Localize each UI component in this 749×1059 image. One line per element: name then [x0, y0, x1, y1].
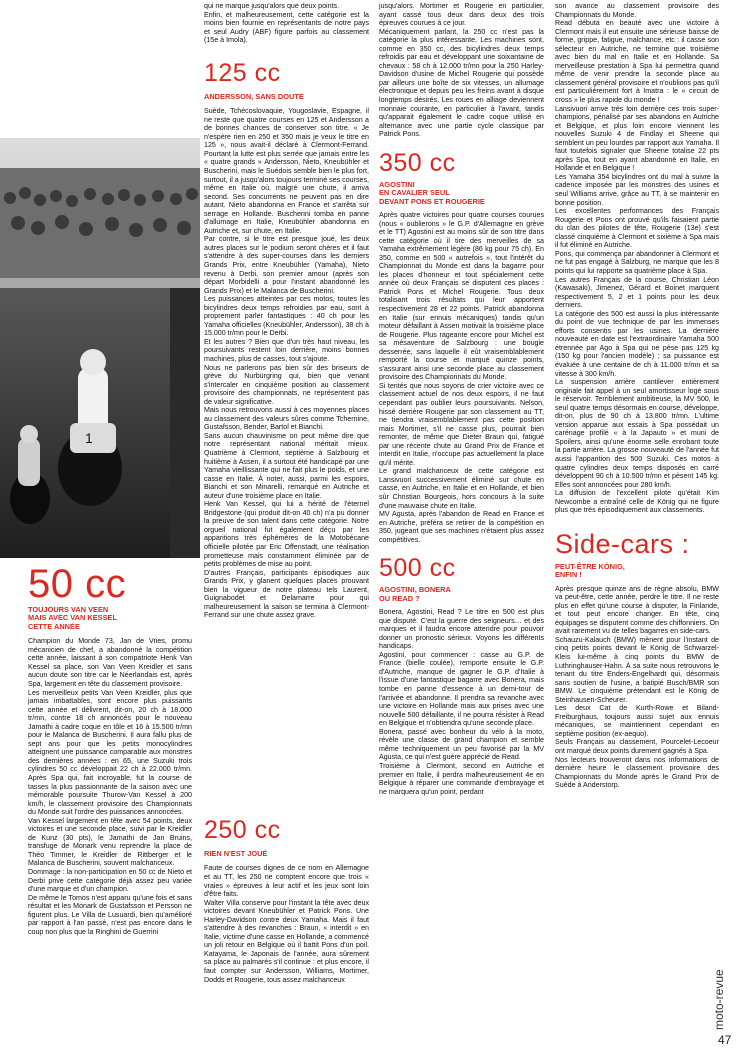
magazine-name: moto-revue — [712, 969, 726, 1030]
column-500cc-sidecars — [555, 2, 719, 1052]
section-subtitle-125cc: ANDERSSON, SANS DOUTE — [204, 91, 304, 101]
paragraph: Enfin, et malheureusement, cette catégorie est la moins bien fournie en représentants de notre pays et seul Audry (ABF) figure parfois au classement (15e à Imola). — [204, 10, 369, 45]
paragraph: Mécaniquement parlant, la 250 cc n'est pas la catégorie la plus intéressante. Les machines sont, comme en 350 cc, des bicylindres deux temps refroidis par eau et développant une soixantaine de chevaux : 58 ch à 12.000 tr/mn pour la 250 Harley-Davidson d'usine de Michel Rougerie qui possède par ailleurs une boîte de six vitesses, un allumage électronique et depuis peu les freins avant à disque longtemps désirés. Les roues en alliage deviennent monnaie courante, en particulier à l'avant, tandis qu'apparait également le cadre coque utilisé en alternance avec une partie cycle classique par Patrick Pons. — [379, 27, 544, 139]
paragraph: Champion du Monde 73, Jan de Vries, promu mécanicien de chef, a abandonné la compétition cette année, laissant à son compatriote Henk Van Kessel sa place, son Van Veen Kreidler et sans aucun doute son titre car le Néerlandais est, après Spa, largement en tête du classement provisoire. — [28, 637, 192, 688]
section-heading-500cc: 500 cc — [379, 554, 456, 583]
paragraph: Les excellentes performances des Français Rougerie et Pons ont prouvé qu'ils faisaient partie du clan des pilotes de tête, Rougerie (13e) s'est classé cinquième à Clermont et sixième à Spa mais il fut éliminé en Autriche. — [555, 207, 719, 250]
section-subtitle-500cc-line1: AGOSTINI, BONERA — [379, 585, 451, 595]
paragraph: Les autres Français de la course, Christian Léon (Kawasaki), Jimenez, Gérard et Boinet marquent respectivement 5, 2 et 1 points pour les deux derniers. — [555, 275, 719, 310]
section-subtitle-350cc-line2: EN CAVALIER SEUL — [379, 188, 450, 198]
column-350cc — [379, 2, 544, 1052]
paragraph: Mais nous retrouvons aussi à ces moyennes places au classement des valeurs sûres comme Tchernine, Gustafsson, Bender, Bartol et Bianchi. — [204, 406, 369, 432]
section-subtitle-50cc-line3: CETTE ANNÉE — [28, 621, 80, 631]
paragraph: Les Yamaha 354 bicylindres ont du mal à suivre la cadence imposée par les monstres des usines et seul Williams arrive, grâce au TT, à se maintenir en bonne position. — [555, 172, 719, 207]
paragraph: La catégorie des 500 est aussi la plus intéressante du point de vue technique de par les immenses efforts consentis par les usines. La dernière nouveauté en date est l'extraordinaire Yamaha 500 étrennée par Ago à Spa qui ne pèse pas 125 kg (150 kg pour l'ancien modèle) ; sa puissance est évaluée à une centaine de ch à 11.000 tr/mn et sa vitesse à 300 km/h. — [555, 309, 719, 378]
paragraph: Pons, qui commença par abandonner à Clermont et ne fut pas engagé à Salzburg, ne marque que les 8 points qui lui rapporte sa quatrième place à Spa. — [555, 249, 719, 275]
magazine-side-label — [712, 950, 740, 1030]
section-subtitle-350cc-line1: AGOSTINI — [379, 179, 415, 189]
page-number: 47 — [718, 1033, 732, 1047]
section-heading-250cc: 250 cc — [204, 816, 281, 844]
section-subtitle-500cc-line2: OU READ ? — [379, 593, 420, 603]
paragraph: Lansivuori arrive très loin derrière ces trois super-champions, pénalisé par ses abandons en Autriche et Belgique, et plus loin encore viennent les nouvelles Suzuki 4 de Findlay et Sheene qui semblent un peu lourdes par rapport aux Yamaha. Il faut toutefois signaler que Sheene totalise 22 pts après Spa, tout en ayant abandonné en Italie, en Hollande et en Belgique ! — [555, 104, 719, 173]
section-subtitle-350cc-line3: DEVANT PONS ET ROUGERIE — [379, 196, 485, 206]
paragraph: Nous ne parlerons pas bien sûr des briseurs de grève du Nurbürgring qui, bien que venant s'intercaler en cinquième position au classement provisoire des championnats, ne représentent pas de valeur significative. — [204, 363, 369, 406]
column-50cc — [28, 562, 192, 1052]
svg-text:1: 1 — [85, 430, 93, 446]
column-250cc — [204, 816, 369, 1054]
paragraph: Bonera, Agostini, Read ? Le titre en 500 est plus que disputé. C'est la guerre des seigneurs… et des marques et il faudra encore attendre pour pouvoir donner un pronostic sérieux. Voyons les différents handicaps. — [379, 608, 544, 651]
paragraph: Le grand malchanceux de cette catégorie est Lansivuori successivement éliminé sur chute en casse, en Autriche, en Italie et en Hollande, et bien sûr Christian Bourgeois, hors concours à la suite d'une mauvaise chute en Italie. — [379, 467, 544, 510]
section-subtitle-sidecars-line1: PEUT-ÊTRE KÖNIG, — [555, 561, 625, 571]
section-subtitle-50cc-line2: MAIS AVEC VAN KESSEL — [28, 613, 117, 623]
paragraph: Schauzu-Kalauch (BMW) mènent pour l'instant de cinq petits points devant le König de Schwarzel-Kleis lui-même à cinq points du BMW de Luthringhauser-Hahn. À sa suite nous retrouvons le tenant du titre Enders-Engelhardt qui, désormais sans soutien de l'usine, a batipié Busch/BMR son BMW. Le cinquième prétendant est le König de Steinhausen-Scheurer. — [555, 635, 719, 704]
paragraph: Agostini, pour commencer : casse au G.P. de France (bielle coulée), remporte ensuite le G.P. d'Autriche, manque de gagner le G.P. d'Italie à l'issue d'une fantastique bagarre avec Bonera, mais tombe en panne d'essence à un demi-tour de l'arrivée et abandonne. Il prendra sa revanche avec une victoire en Hollande mais aux prises avec une nouvelle 500 défaillante, il ne pourra résister à Read en Belgique et n'obtiendra qu'une seconde place. — [379, 650, 544, 728]
paragraph: Si tentés que nous soyons de crier victoire avec ce classement actuel de nos deux espoirs, il ne faut cependant pas oublier leurs poursuivants. Nelson, hissé derrière Rougerie par son classement au TT, ne tiendra vraisemblablement pas cette position mais Mortimer, s'il ne casse plus, pourrait bien remonter, de même que Dieter Braun qui, fatigué par une récente chute au Grand Prix de France et interdit en Italie, n'occupe pas actuellement la place qu'il mérite. — [379, 381, 544, 467]
paragraph: La diffusion de l'excellent pilote qu'était Kim Newcombe a entraîné celle de König qui ne figure plus que très épisodiquement aux classements. — [555, 489, 719, 515]
paragraph: Par contre, si le titre est presque joué, les deux autres places sur le podium seront chères et il faut s'attendre à des super-courses dans les derniers Grands Prix, entre Kneubühler (Yamaha), Nieto revenu à Derbi, son premier amour (après son départ Morbidelli a pour l'instant abandonné les Grands Prix) et le Malanca de Buscherini. — [204, 235, 369, 295]
paragraph: Walter Villa conserve pour l'instant la tête avec deux victoires devant Kneubühler et Patrick Pons. Une Harley-Davidson contre deux Yamaha. Mais il faut s'attendre à des revanches : Braun, « interdit » en Italie, victime d'une casse en Hollande, a commencé un joli retour en Belgique où il battit Pons d'un poil. Katayama, le Japonais de l'année, aura sûrement sa place au palmarès s'il continue : et plus encore, il faut compter sur Andersson, Williams, Mortimer, Dodds et Rougerie, tous assez malchanceux — [204, 898, 369, 984]
paragraph: Seuls Français au classement, Pourcelet-Lecoeur ont marqué deux points durement gagnés à Spa. — [555, 738, 719, 756]
paragraph: Van Kessel largement en tête avec 54 points, deux victoires et une seconde place, suivi par le Kreidler de Kunz (30 pts), le Jamathi de Jan Bruins, transfuge de Monark venu reprendre la place de Théo Timmer, le Kreidler de Rittberger et le Malanca de Buscherini, souvent malchanceux. — [28, 816, 192, 868]
paragraph: Sans aucun chauvinisme on peut même dire que notre représentant national méritait mieux. Quatrième à Clermont, septième à Salzbourg et huitième à Assen, il a surtout été handicapé par une Yamaha vieillissante qui ne fait plus le poids, et une casse en Italie. À noter, aussi, parmi les espoirs, Bianchi et son Minarelli, remarqué en Autriche et auteur d'une troisième place en Italie. — [204, 431, 369, 500]
paragraph: Henk Van Kessel, qui lui a hérité de l'éternel Bridgestone (qui produit dit-on 40 ch) n'a pu donner la preuve de son talent dans cette catégorie. Notre orgueil national fut également déçu par les apparitions très éphémères de la Motobécane officielle pilotée par Eric Offenstadt, une réalisation prometteuse mais constamment éliminée par de petits problèmes de mise au point. — [204, 500, 369, 569]
paragraph: Suède, Tchécoslovaquie, Yougoslavie, Espagne, il ne reste que quatre courses en 125 et Andersson a de bonnes chances de conserver son titre. « Je n'espère rien en 250 et 350 mais je veux le titre en 125 », nous avait-il déclaré à Clermont-Ferrand. Pourtant la lutte est plus serrée que jamais entre les « quatre grands » Andersson, Nieto, Kneubühler et Buscherini, mais le Suédois semble bien le plus fort, surtout, il a jusqu'alors toujours terminé ses courses, même en Italie où, malgré une chute, il arriva second. Ses concurrents ne peuvent pas en dire autant. Nieto abandonna en France et s'arrêta sur serrage en Hollande. Buscherini tomba en panne d'allumage en Italie, Kneubühler abandonna en Autriche et, sur chute, en Italie. — [204, 107, 369, 235]
paragraph: qui ne marque jusqu'alors que deux points. — [204, 2, 340, 10]
paragraph: MV Agusta, après l'abandon de Read en France et en Autriche, préféra se retirer de la compétition en 350, jugeant que ses machines n'étaient plus assez compétitives. — [379, 510, 544, 544]
paragraph: Troisième à Clermont, second en Autriche et premier en Italie, il perdra malheureusement 4e en Belgique à réparer une commande d'embrayage et ne marquera qu'un point, perdant — [379, 761, 544, 796]
paragraph: Après quatre victoires pour quatre courses courues (nous « oublierons » le G.P. d'Allemagne en grève et le TT) Agostini est au moins sûr de son titre dans cette catégorie où il tire des merveilles de sa Yamaha extrêmement légère (86 kg pour 75 ch). En 350, comme en 500 « autrefois », tout l'intérêt du Championnat du Monde est dans la bagarre pour les places d'honneur et tout spécialement cette année où deux Français se disputent ces places : Patrick Pons et Michel Rougerie. Tous deux totalisant trois résultats qui leur apportent respectivement 28 et 22 points. Patrick abandonna en Italie (sur ennuis mécaniques) tandis qu'un moteur défaillant à Assen motivait la troisième place de Rougerie. Plus rageante encore pour Michel est sa mésaventure de Salzbourg : une bougie desserrée, sans laquelle il eût vraisemblablement remporté la course et marqué quinze points, s'assurant ainsi une seconde place au classement provisoire des Championnats du Monde. — [379, 210, 544, 382]
paragraph: Faute de courses dignes de ce nom en Allemagne et au TT, les 250 ne comptent encore que trois « vraies » épreuves à leur actif et les jeux sont loin d'être faits. — [204, 864, 369, 899]
paragraph: D'autres Français, participants épisodiques aux Grands Prix, y glanent quelques places prouvant bien la vigueur de notre plateau tels Laurent, Guignabodet et Delamarre pour qui malheureusement la saison se termina à Clermont-Ferrand sur une chute assez grave. — [204, 568, 369, 620]
paragraph: Les deux Cat de Kurth-Rowe et Biland-Freiburghaus, toujours aussi sujet aux ennuis mécaniques, se maintiennent cependant en septième position (ex-aequo). — [555, 704, 719, 738]
section-subtitle-sidecars-line2: ENFIN ! — [555, 570, 582, 580]
paragraph: La suspension arrière cantilever entièrement originale fait appel à un seul amortisseur logé sous le réservoir. Terriblement ambitieuse, la MV 500, le seul quatre temps désormais en course, développe, dit-on, plus de 90 ch à 13.800 tr/mn. L'ultime version apparue aux essais à Spa possédait un carénage profilé « à la Japauto » et muni de Spoilers, ainsi qu'une énorme selle enrobant toute la partie arrière. La grosse nouveauté de l'année fut aussi l'apparition des 500 Suzuki. Ces motos à quatre cylindres deux temps disposés en carré développent 90 ch à 10.500 tr/mn et pèsent 145 kg. Elles sont annoncées pour 280 km/h. — [555, 378, 719, 489]
paragraph: Nos lecteurs trouveront dans nos informations de dernière heure le classement provisoire des Championnats du Monde après le Grand Prix de Suède à Anderstorp. — [555, 755, 719, 790]
paragraph: Après presque quinze ans de règne absolu, BMW va peut-être, cette année, perdre le titre. Il ne reste plus en effet qu'une course à disputer, la Finlande, et tout peut encore changer. En tête, cinq équipages se disputent comme des chiffonniers. On avait rarement vu de telles bagarres en side-cars. — [555, 584, 719, 636]
section-heading-50cc: 50 cc — [28, 562, 127, 606]
section-heading-350cc: 350 cc — [379, 148, 456, 177]
paragraph: Read débuta en beauté avec une victoire à Clermont mais il eut ensuite une sérieuse baisse de forme, grippe, fatigue, malchance, etc : il casse son sélecteur en Autriche, ne termine que troisième avec bien du mal en Italie et en Hollande. Sa merveilleuse prestation à Spa lui permettra quand même de venir prendre la seconde place au classement général provisoire et n'oublions pas qu'il est particulièrement fort à Imatra : le « circuit de cross » le plus rapide du monde ! — [555, 19, 719, 105]
paragraph: Bonera, passé avec bonheur du vélo à la moto, révèle une classe de grand champion et semble même techniquement un peu favorisé par la MV Agusta, ce qui n'est guère apprécié de Read. — [379, 727, 544, 762]
paragraph: son avance au classement provisoire des Championnats du Monde. — [555, 2, 719, 19]
paragraph: Dommage : la non-participation en 50 cc de Nieto et Derbi prive cette catégorie déjà assez peu variée d'une marque et d'un champion. — [28, 867, 192, 894]
section-subtitle-50cc-line1: TOUJOURS VAN VEEN — [28, 605, 109, 614]
section-subtitle-250cc: RIEN N'EST JOUÉ — [204, 849, 268, 858]
paragraph: De même le Tomos n'est apparu qu'une fois et sans résultat et les Monark de Gustafsson et Persson ne figurent plus. Le Villa de Lusuardi, bien qu'amélioré par rapport à l'an passé, n'est pas encore dans le coup non plus que la Ringhini de Guerrini — [28, 893, 192, 936]
paragraph: jusqu'alors. Mortimer et Rougerie en particulier, ayant cassé tous deux dans deux des trois épreuves courues à ce jour. — [379, 2, 544, 28]
paragraph: Et les autres ? Bien que d'un très haut niveau, les poursuivants restent loin derrière, moins bonnes machines, plus de casses, tout s'ajoute. — [204, 337, 369, 363]
paragraph: Les merveilleux petits Van Veen Kreidler, plus que jamais imbattables, sont encore plus puissants cette année et délivrent, dit-on, 20 ch à 18.000 tr/mn, contre 18 ch annoncés pour le nouveau Jamathi à cadre coque en tôle et 16 à 15.500 tr/mn pour le Malanca de Buscherini. Il aura fallu plus de sept ans pour que les petits monocylindres atteignent une puissance comparable aux monstres des dernières années : en 65, une Suzuki trois cylindres 50 cc développait 22 ch à 22.000 tr/mn. Après Spa qui, fait incroyable, fut la course de tasses la plus passionnante de la saison avec une mémorable poursuite Thurow-Van Kessel à 200 km/h, le classement provisoire des Championnats du Monde suit l'ordre des puissances annoncées. — [28, 688, 192, 817]
paragraph: Les puissances atteintes par ces motos, toutes les bicylindres deux temps refroidies par eau, sont à proprement parler fantastiques : 40 ch pour les Yamaha officielles (Kneubühler, Andersson), 38 ch à 15.000 tr/mn pour le Derbi. — [204, 295, 369, 338]
race-photo — [0, 138, 200, 558]
section-heading-sidecars: Side-cars : — [555, 528, 690, 559]
section-heading-125cc: 125 cc — [204, 58, 281, 87]
